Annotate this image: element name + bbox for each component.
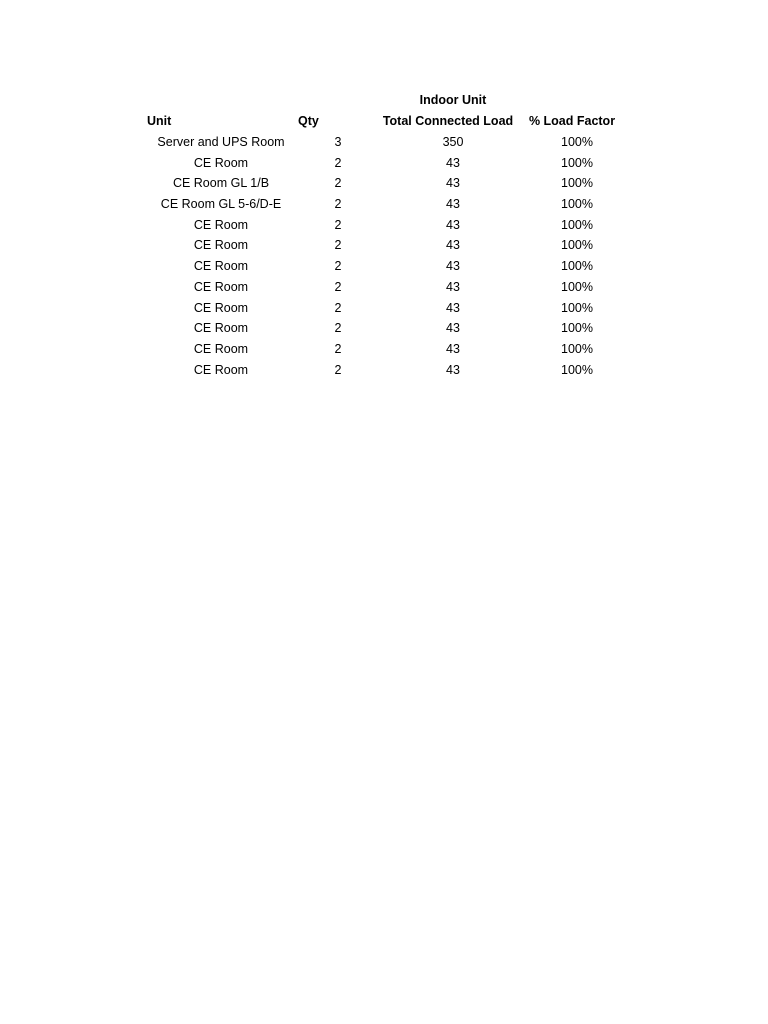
cell-unit: CE Room xyxy=(193,300,249,315)
table-row xyxy=(0,134,768,155)
cell-load-factor: 100% xyxy=(561,238,593,253)
cell-unit: CE Room GL 5-6/D-E xyxy=(160,197,282,212)
cell-qty: 2 xyxy=(334,259,342,274)
table-header-row xyxy=(0,113,768,130)
cell-qty: 2 xyxy=(334,362,342,377)
cell-qty: 2 xyxy=(334,279,342,294)
table-row xyxy=(0,362,768,383)
cell-unit: CE Room GL 1/B xyxy=(172,176,270,191)
table-body xyxy=(0,134,768,382)
column-header-unit: Unit xyxy=(147,114,172,128)
cell-load: 43 xyxy=(446,362,460,377)
cell-load: 43 xyxy=(446,279,460,294)
cell-unit: CE Room xyxy=(193,217,249,232)
cell-unit: CE Room xyxy=(193,321,249,336)
cell-load: 350 xyxy=(442,135,464,149)
cell-load-factor: 100% xyxy=(561,176,593,191)
cell-qty: 2 xyxy=(334,341,342,356)
cell-qty: 2 xyxy=(334,197,342,212)
cell-load: 43 xyxy=(446,197,460,212)
cell-unit: CE Room xyxy=(193,155,249,170)
cell-load: 43 xyxy=(446,321,460,336)
cell-qty: 2 xyxy=(334,217,342,232)
cell-load-factor: 100% xyxy=(561,279,593,294)
table-row xyxy=(0,217,768,238)
cell-load-factor: 100% xyxy=(561,217,593,232)
table-row xyxy=(0,300,768,321)
cell-load-factor: 100% xyxy=(561,321,593,336)
cell-unit: Server and UPS Room xyxy=(157,135,285,149)
table-row xyxy=(0,341,768,362)
cell-qty: 2 xyxy=(334,238,342,253)
cell-load-factor: 100% xyxy=(561,341,593,356)
table-row xyxy=(0,155,768,176)
cell-load-factor: 100% xyxy=(561,300,593,315)
cell-qty: 2 xyxy=(334,321,342,336)
column-header-qty: Qty xyxy=(298,114,319,128)
cell-load: 43 xyxy=(446,238,460,253)
cell-load: 43 xyxy=(446,259,460,274)
cell-load: 43 xyxy=(446,217,460,232)
cell-load-factor: 100% xyxy=(561,155,593,170)
cell-qty: 2 xyxy=(334,176,342,191)
cell-unit: CE Room xyxy=(193,341,249,356)
cell-unit: CE Room xyxy=(193,259,249,274)
group-header-indoor-unit: Indoor Unit xyxy=(419,93,487,107)
table-row xyxy=(0,320,768,341)
table-row xyxy=(0,237,768,258)
table-row xyxy=(0,175,768,196)
cell-unit: CE Room xyxy=(193,279,249,294)
cell-load: 43 xyxy=(446,155,460,170)
cell-load-factor: 100% xyxy=(561,259,593,274)
table-row xyxy=(0,258,768,279)
column-header-total-connected-load: Total Connected Load xyxy=(382,114,514,128)
cell-unit: CE Room xyxy=(193,362,249,377)
cell-load-factor: 100% xyxy=(561,197,593,212)
cell-load: 43 xyxy=(446,176,460,191)
table-row xyxy=(0,196,768,217)
cell-qty: 2 xyxy=(334,300,342,315)
table-row xyxy=(0,279,768,300)
cell-unit: CE Room xyxy=(193,238,249,253)
cell-load-factor: 100% xyxy=(561,362,593,377)
column-header-load-factor: % Load Factor xyxy=(528,114,616,128)
cell-load-factor: 100% xyxy=(561,135,593,149)
cell-qty: 2 xyxy=(334,155,342,170)
cell-load: 43 xyxy=(446,300,460,315)
cell-qty: 3 xyxy=(334,135,342,149)
cell-load: 43 xyxy=(446,341,460,356)
